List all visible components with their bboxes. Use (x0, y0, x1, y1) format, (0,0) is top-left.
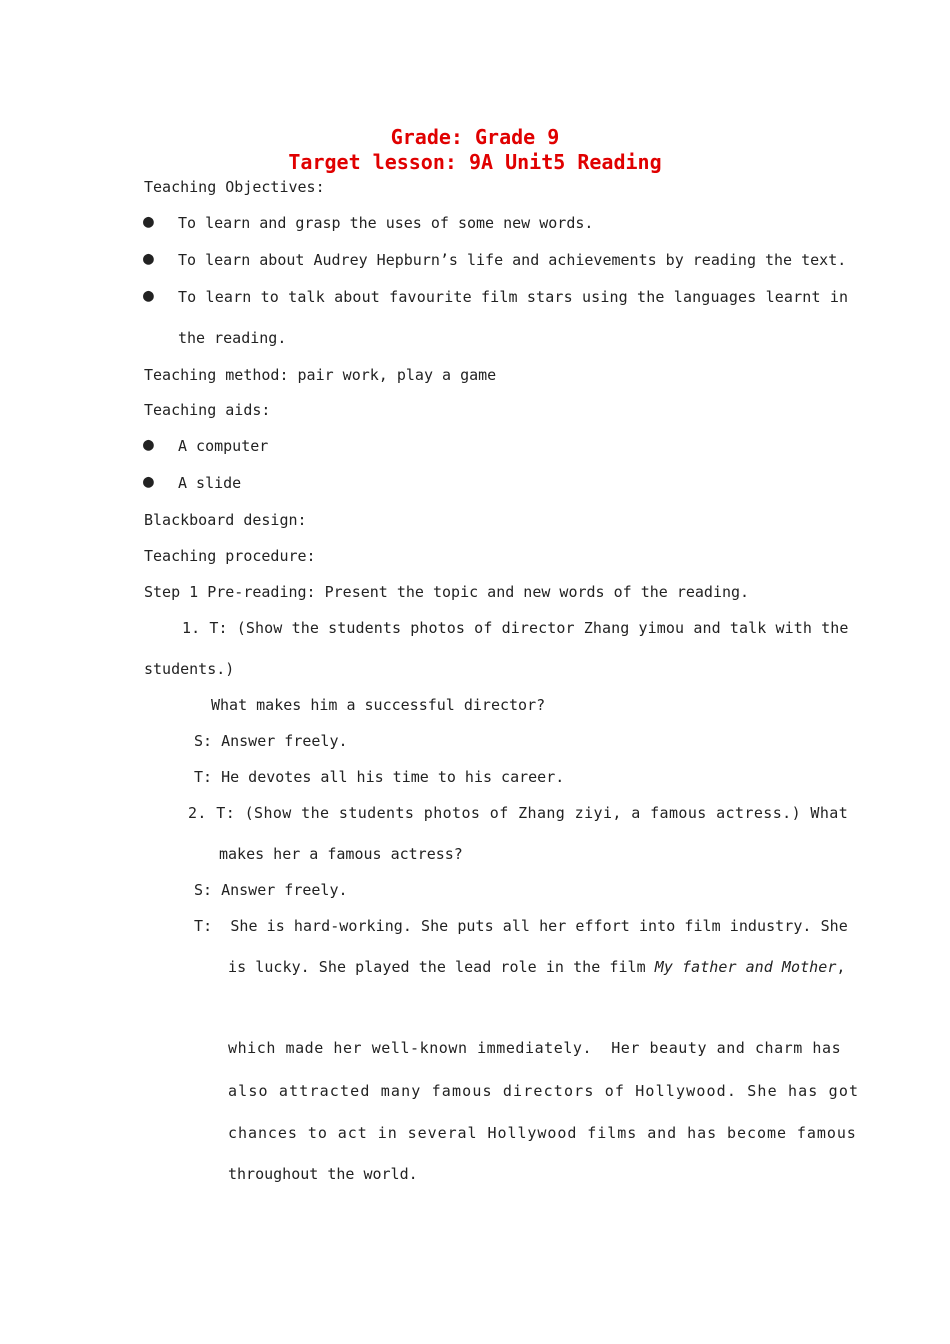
student-answer-1: S: Answer freely. (194, 732, 348, 750)
objective-3: To learn to talk about favourite film stars using the languages learnt in (178, 288, 849, 306)
aid-1: A computer (178, 437, 269, 455)
blackboard-design: Blackboard design: (144, 511, 307, 529)
aids-heading: Teaching aids: (144, 401, 271, 419)
objectives-heading: Teaching Objectives: (144, 178, 325, 196)
bullet-icon: ● (143, 434, 154, 455)
bullet-icon: ● (143, 285, 154, 306)
item1-line2: students.) (144, 660, 235, 678)
student-answer-2: S: Answer freely. (194, 881, 348, 899)
bullet-icon: ● (143, 471, 154, 492)
aid-2: A slide (178, 474, 242, 492)
bullet-icon: ● (143, 211, 154, 232)
lesson-title: Target lesson: 9A Unit5 Reading (288, 150, 662, 174)
teaching-method: Teaching method: pair work, play a game (144, 366, 497, 384)
teacher-line-5: chances to act in several Hollywood films and has become famous (228, 1124, 857, 1142)
teacher-line-3: which made her well-known immediately. Her beauty and charm has (228, 1039, 842, 1057)
bullet-icon: ● (143, 248, 154, 269)
objective-2: To learn about Audrey Hepburn’s life and achievements by reading the text. (178, 251, 847, 269)
item2-line2: makes her a famous actress? (219, 845, 463, 863)
teacher-line-6: throughout the world. (228, 1165, 418, 1183)
grade-title: Grade: Grade 9 (390, 125, 560, 149)
teacher-line-2-text: is lucky. She played the lead role in the film (228, 958, 655, 976)
teacher-line-2: T: She is hard-working. She puts all her effort into film industry. She (194, 917, 848, 935)
objective-1: To learn and grasp the uses of some new words. (178, 214, 594, 232)
teacher-line-2-continued (228, 957, 846, 977)
step1-title: Step 1 Pre-reading: Present the topic and new words of the reading. (144, 583, 750, 601)
objective-3-continued: the reading. (178, 329, 287, 347)
teaching-procedure: Teaching procedure: (144, 547, 316, 565)
item2-line1: 2. T: (Show the students photos of Zhang ziyi, a famous actress.) What (188, 804, 849, 822)
teacher-line-2-comma: , (836, 958, 846, 976)
question-1: What makes him a successful director? (211, 696, 546, 714)
teacher-line-1: T: He devotes all his time to his career. (194, 768, 565, 786)
item1-line1: 1. T: (Show the students photos of director Zhang yimou and talk with the (182, 619, 849, 637)
teacher-line-4: also attracted many famous directors of Hollywood. She has got (228, 1082, 860, 1100)
film-title: My father and Mother (654, 958, 837, 976)
